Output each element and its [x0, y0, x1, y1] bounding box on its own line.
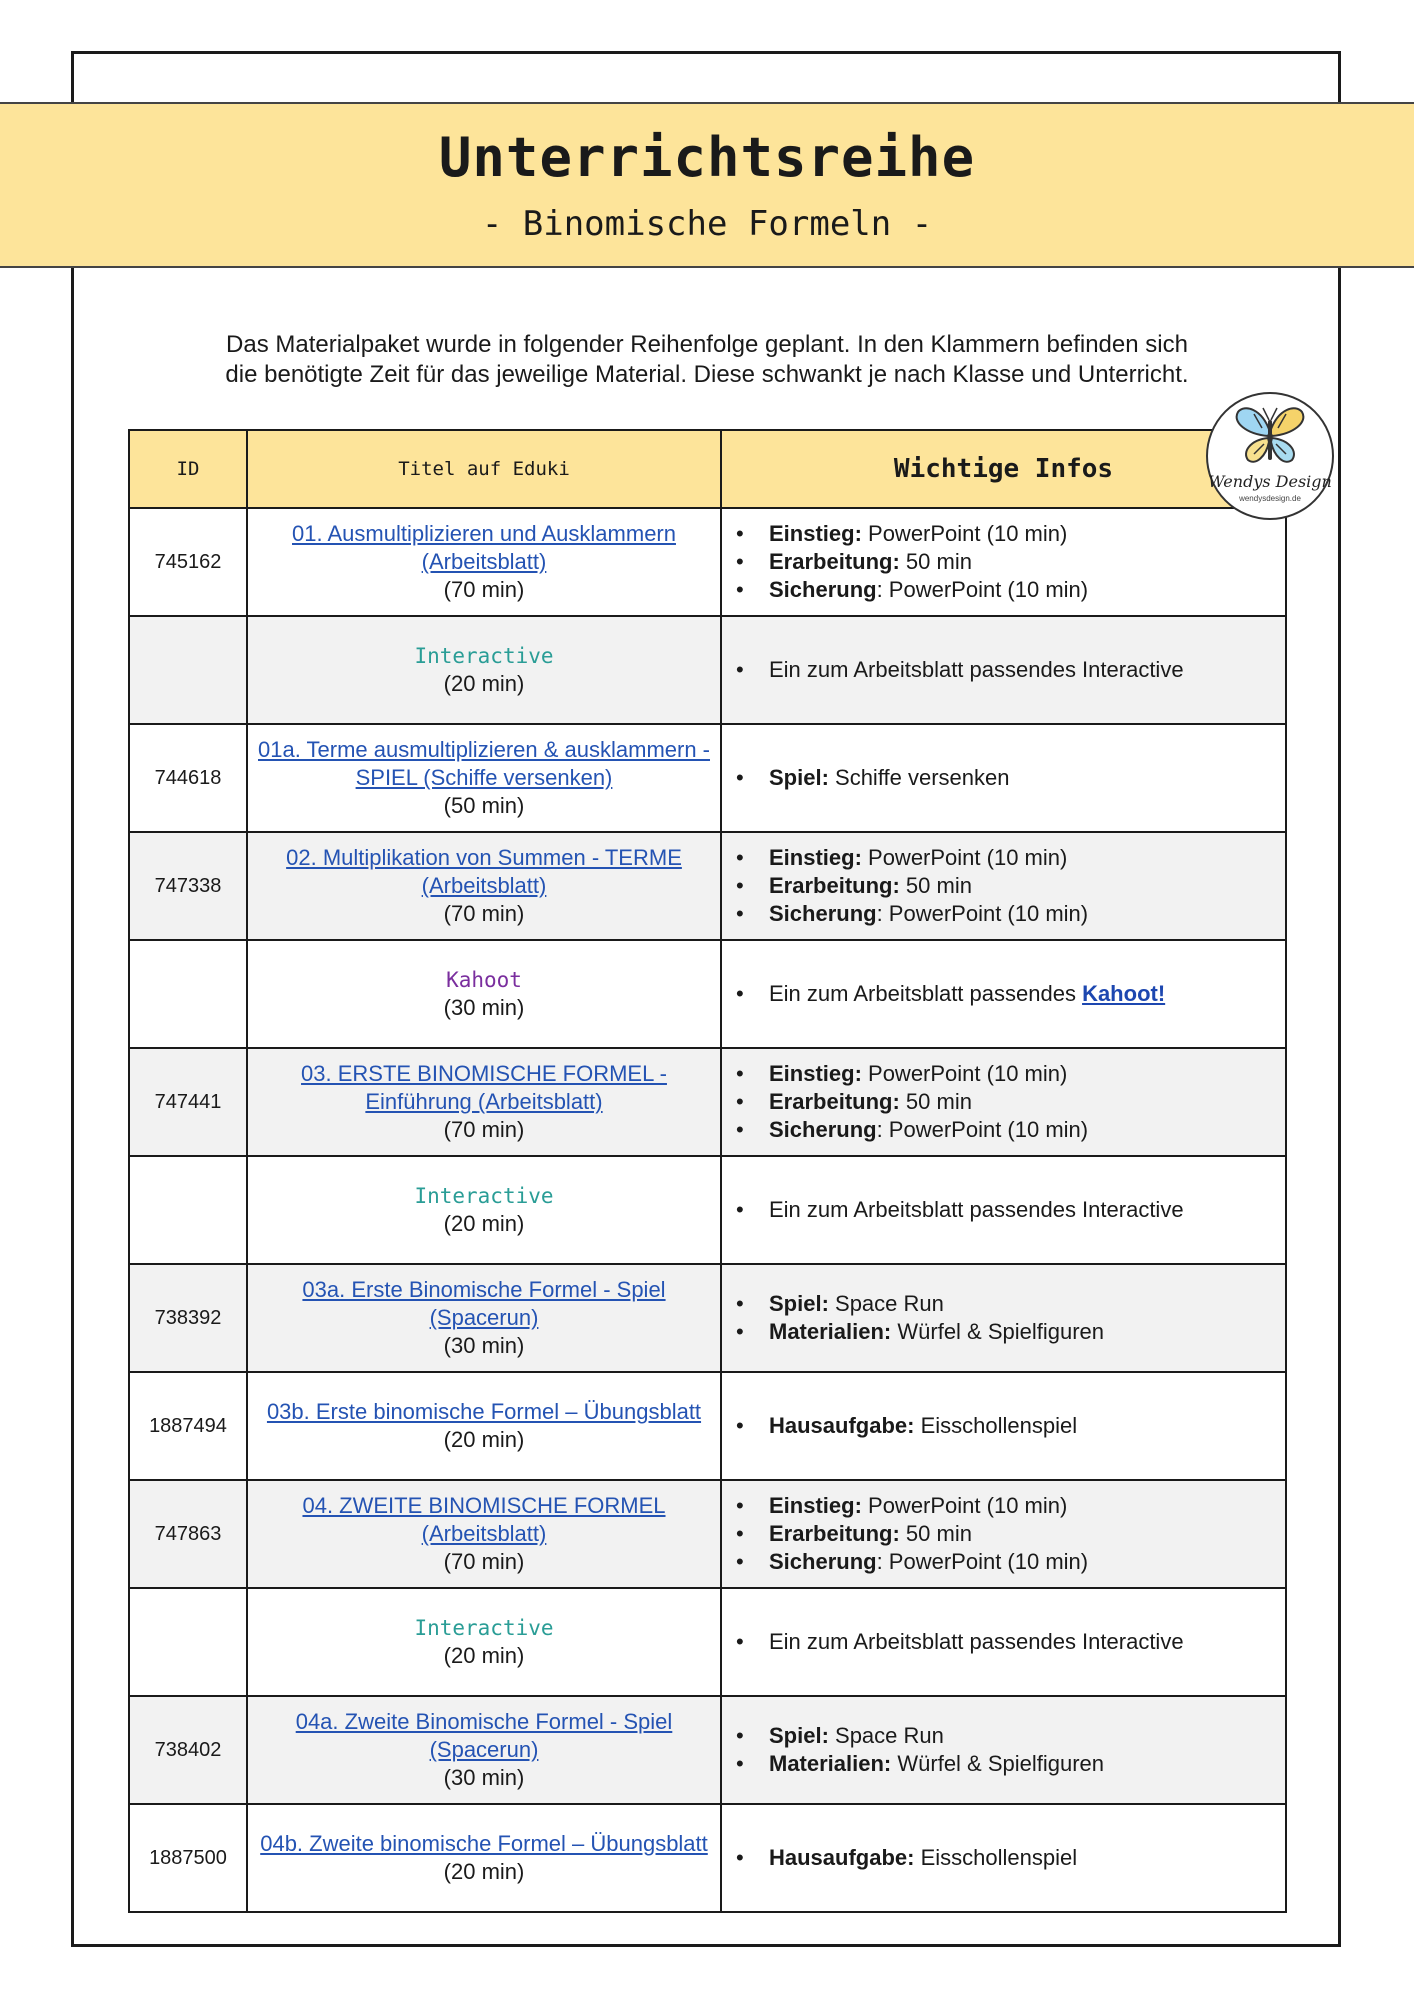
info-item — [736, 1548, 1284, 1576]
table-row — [129, 1696, 1286, 1804]
info-item — [736, 1520, 1284, 1548]
logo-name: Wendys Design — [1208, 472, 1332, 491]
intro-line-2: die benötigte Zeit für das jeweilige Material. Diese schwankt je nach Klasse und Unterricht. — [225, 361, 1189, 388]
info-label: Sicherung — [769, 901, 877, 926]
info-text: Würfel & Spielfiguren — [891, 1751, 1105, 1776]
row-title-cell — [247, 1588, 721, 1696]
info-label: Sicherung — [769, 1117, 877, 1142]
info-text: Würfel & Spielfiguren — [891, 1319, 1105, 1344]
row-id: 1887500 — [129, 1804, 247, 1912]
info-label: Einstieg: — [769, 845, 862, 870]
info-text: : PowerPoint (10 min) — [876, 901, 1089, 926]
info-text: PowerPoint (10 min) — [861, 521, 1068, 546]
page-title: Unterrichtsreihe — [438, 126, 976, 189]
info-list — [736, 1492, 1284, 1576]
material-link[interactable]: 01a. Terme ausmultiplizieren & ausklammern - SPIEL (Schiffe versenken) — [258, 737, 710, 790]
table-row — [129, 616, 1286, 724]
material-link[interactable]: 04. ZWEITE BINOMISCHE FORMEL (Arbeitsblatt) — [302, 1493, 666, 1546]
info-text: PowerPoint (10 min) — [861, 1061, 1068, 1086]
info-label: Sicherung — [769, 1549, 877, 1574]
info-label: Hausaufgabe: — [769, 1413, 915, 1438]
material-link[interactable]: 04b. Zweite binomische Formel – Übungsblatt — [260, 1831, 708, 1856]
table-row — [129, 1372, 1286, 1480]
duration: (70 min) — [443, 1549, 525, 1574]
table-row — [129, 508, 1286, 616]
info-item — [736, 1750, 1284, 1778]
table-row — [129, 1480, 1286, 1588]
tool-label: Kahoot — [446, 968, 522, 992]
header-infos: Wichtige Infos — [721, 430, 1286, 508]
row-id — [129, 1588, 247, 1696]
duration: (50 min) — [443, 793, 525, 818]
row-id: 747863 — [129, 1480, 247, 1588]
table-row — [129, 1048, 1286, 1156]
row-infos-cell — [721, 1480, 1286, 1588]
info-label: Erarbeitung: — [769, 1521, 900, 1546]
info-label: Materialien: — [769, 1751, 892, 1776]
row-infos-cell — [721, 1588, 1286, 1696]
info-item — [736, 1722, 1284, 1750]
info-text: Ein zum Arbeitsblatt passendes Interactive — [769, 1629, 1184, 1654]
info-item — [736, 1060, 1284, 1088]
row-infos-cell — [721, 940, 1286, 1048]
table-row — [129, 724, 1286, 832]
row-infos-cell — [721, 1804, 1286, 1912]
info-text: Ein zum Arbeitsblatt passendes Interactive — [769, 657, 1184, 682]
duration: (20 min) — [443, 1427, 525, 1452]
info-text: 50 min — [899, 549, 972, 574]
info-item — [736, 1318, 1284, 1346]
row-infos-cell — [721, 724, 1286, 832]
info-item — [736, 1628, 1284, 1656]
row-id — [129, 616, 247, 724]
row-title-cell — [247, 1156, 721, 1264]
info-text: Space Run — [828, 1723, 944, 1748]
info-label: Hausaufgabe: — [769, 1845, 915, 1870]
table-header-row — [129, 430, 1286, 508]
info-item — [736, 520, 1284, 548]
info-item — [736, 1844, 1284, 1872]
duration: (20 min) — [443, 1859, 525, 1884]
row-infos-cell — [721, 1156, 1286, 1264]
header-id: ID — [129, 430, 247, 508]
info-list — [736, 520, 1284, 604]
tool-label: Interactive — [414, 644, 554, 668]
info-list — [736, 1412, 1284, 1440]
duration: (70 min) — [443, 901, 525, 926]
row-title-cell — [247, 1480, 721, 1588]
row-title-cell — [247, 508, 721, 616]
info-label: Spiel: — [769, 1291, 829, 1316]
info-list — [736, 1196, 1284, 1224]
materials-table — [128, 429, 1287, 1913]
info-label: Erarbeitung: — [769, 549, 900, 574]
row-infos-cell — [721, 1264, 1286, 1372]
kahoot-link[interactable]: Kahoot! — [1082, 981, 1166, 1006]
info-text: Ein zum Arbeitsblatt passendes — [769, 981, 1083, 1006]
row-title-cell — [247, 1048, 721, 1156]
duration: (30 min) — [443, 995, 525, 1020]
row-id: 738392 — [129, 1264, 247, 1372]
table-row — [129, 1264, 1286, 1372]
tool-label: Interactive — [414, 1184, 554, 1208]
wendys-design-logo — [1206, 392, 1334, 520]
info-list — [736, 1844, 1284, 1872]
info-item — [736, 1290, 1284, 1318]
title-banner — [0, 102, 1414, 268]
info-item — [736, 1492, 1284, 1520]
row-id: 747338 — [129, 832, 247, 940]
info-label: Spiel: — [769, 1723, 829, 1748]
info-text: Ein zum Arbeitsblatt passendes Interactive — [769, 1197, 1184, 1222]
table-row — [129, 940, 1286, 1048]
info-label: Einstieg: — [769, 521, 862, 546]
info-text: Eisschollenspiel — [914, 1413, 1078, 1438]
row-infos-cell — [721, 616, 1286, 724]
info-label: Einstieg: — [769, 1061, 862, 1086]
row-infos-cell — [721, 832, 1286, 940]
row-title-cell — [247, 1372, 721, 1480]
info-text: Eisschollenspiel — [914, 1845, 1078, 1870]
material-link[interactable]: 03. ERSTE BINOMISCHE FORMEL - Einführung (Arbeitsblatt) — [301, 1061, 667, 1114]
info-list — [736, 1628, 1284, 1656]
intro-line-1: Das Materialpaket wurde in folgender Reihenfolge geplant. In den Klammern befinden sich — [226, 331, 1188, 358]
duration: (30 min) — [443, 1765, 525, 1790]
butterfly-icon — [1232, 402, 1308, 468]
info-item — [736, 844, 1284, 872]
row-id: 745162 — [129, 508, 247, 616]
table-row — [129, 1804, 1286, 1912]
info-list — [736, 1722, 1284, 1778]
row-title-cell — [247, 832, 721, 940]
material-link[interactable]: 03a. Erste Binomische Formel - Spiel (Spacerun) — [302, 1277, 666, 1330]
row-id: 744618 — [129, 724, 247, 832]
info-item — [736, 1412, 1284, 1440]
row-infos-cell — [721, 1696, 1286, 1804]
info-list — [736, 980, 1284, 1008]
info-item — [736, 900, 1284, 928]
row-infos-cell — [721, 508, 1286, 616]
row-title-cell — [247, 1264, 721, 1372]
material-link[interactable]: 02. Multiplikation von Summen - TERME (Arbeitsblatt) — [286, 845, 682, 898]
row-id: 747441 — [129, 1048, 247, 1156]
info-text: PowerPoint (10 min) — [861, 845, 1068, 870]
tool-label: Interactive — [414, 1616, 554, 1640]
duration: (20 min) — [443, 1643, 525, 1668]
info-text: 50 min — [899, 873, 972, 898]
logo-url: wendysdesign.de — [1239, 494, 1301, 503]
table-row — [129, 832, 1286, 940]
info-text: Space Run — [828, 1291, 944, 1316]
info-text: : PowerPoint (10 min) — [876, 1117, 1089, 1142]
info-text: : PowerPoint (10 min) — [876, 1549, 1089, 1574]
row-title-cell — [247, 1804, 721, 1912]
info-item — [736, 656, 1284, 684]
info-item — [736, 548, 1284, 576]
info-list — [736, 844, 1284, 928]
material-link[interactable]: 01. Ausmultiplizieren und Ausklammern (Arbeitsblatt) — [292, 521, 676, 574]
info-item — [736, 576, 1284, 604]
info-text: Schiffe versenken — [828, 765, 1010, 790]
info-list — [736, 1290, 1284, 1346]
material-link[interactable]: 04a. Zweite Binomische Formel - Spiel (Spacerun) — [295, 1709, 673, 1762]
duration: (70 min) — [443, 577, 525, 602]
info-label: Sicherung — [769, 577, 877, 602]
info-label: Erarbeitung: — [769, 873, 900, 898]
duration: (70 min) — [443, 1117, 525, 1142]
row-title-cell — [247, 724, 721, 832]
table-row — [129, 1156, 1286, 1264]
table-body — [129, 508, 1286, 1912]
info-list — [736, 1060, 1284, 1144]
row-id — [129, 940, 247, 1048]
info-item — [736, 1088, 1284, 1116]
info-text: 50 min — [899, 1089, 972, 1114]
duration: (30 min) — [443, 1333, 525, 1358]
material-link[interactable]: 03b. Erste binomische Formel – Übungsblatt — [266, 1399, 702, 1424]
info-label: Erarbeitung: — [769, 1089, 900, 1114]
row-title-cell — [247, 1696, 721, 1804]
info-list — [736, 656, 1284, 684]
info-label: Materialien: — [769, 1319, 892, 1344]
row-infos-cell — [721, 1372, 1286, 1480]
page-subtitle: - Binomische Formeln - — [481, 204, 933, 244]
row-id — [129, 1156, 247, 1264]
info-item — [736, 872, 1284, 900]
info-text: 50 min — [899, 1521, 972, 1546]
info-item — [736, 764, 1284, 792]
row-title-cell — [247, 616, 721, 724]
info-text: PowerPoint (10 min) — [861, 1493, 1068, 1518]
info-label: Spiel: — [769, 765, 829, 790]
info-item — [736, 980, 1284, 1008]
row-title-cell — [247, 940, 721, 1048]
info-list — [736, 764, 1284, 792]
header-titel: Titel auf Eduki — [247, 430, 721, 508]
duration: (20 min) — [443, 671, 525, 696]
duration: (20 min) — [443, 1211, 525, 1236]
table-row — [129, 1588, 1286, 1696]
info-item — [736, 1116, 1284, 1144]
row-infos-cell — [721, 1048, 1286, 1156]
row-id: 1887494 — [129, 1372, 247, 1480]
info-label: Einstieg: — [769, 1493, 862, 1518]
row-id: 738402 — [129, 1696, 247, 1804]
info-item — [736, 1196, 1284, 1224]
intro-text — [150, 330, 1264, 390]
info-text: : PowerPoint (10 min) — [876, 577, 1089, 602]
